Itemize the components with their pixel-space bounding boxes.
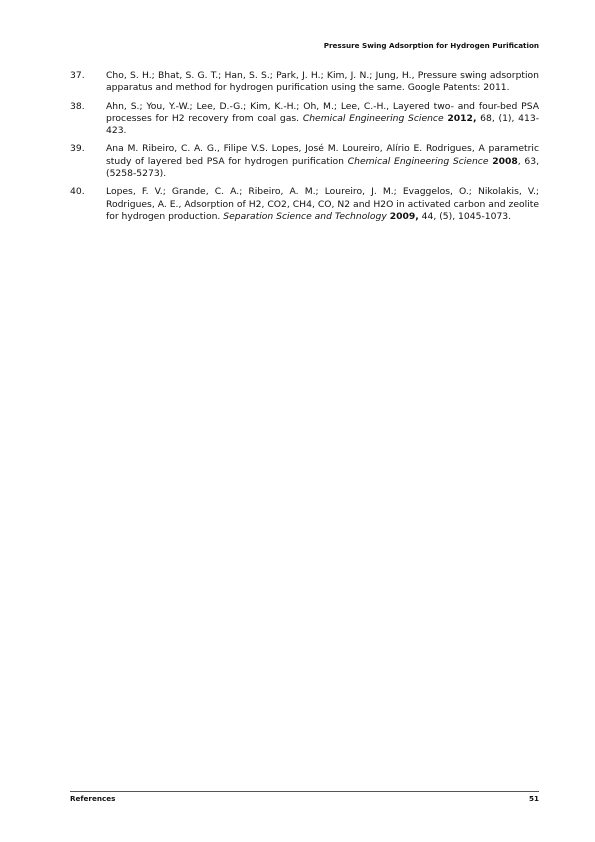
publication-year: 2008 — [492, 155, 518, 167]
citation-text: 68, (1), 413-423. — [106, 112, 540, 137]
citation-text: Ahn, S.; You, Y.-W.; Lee, D.-G.; Kim, K.-H.; Oh, M.; Lee, C.-H., Layered two- and four-bed PSA processes for H2 recovery from coal gas. — [106, 100, 539, 124]
footer-section-title: References — [70, 794, 116, 803]
reference-text — [106, 70, 539, 93]
reference-text — [106, 143, 539, 179]
page-number: 51 — [528, 794, 539, 803]
journal-title: Separation Science and Technology — [223, 210, 387, 222]
reference-text — [106, 101, 539, 137]
reference-number: 39. — [70, 143, 85, 155]
journal-title: Chemical Engineering Science — [347, 155, 489, 167]
running-header: Pressure Swing Adsorption for Hydrogen Purification — [323, 41, 539, 50]
reference-entry — [70, 70, 539, 95]
reference-entry — [70, 186, 539, 223]
reference-number: 37. — [70, 70, 85, 81]
reference-number: 40. — [70, 186, 85, 198]
reference-text — [106, 186, 539, 222]
reference-list — [70, 70, 539, 229]
citation-text: Lopes, F. V.; Grande, C. A.; Ribeiro, A. M.; Loureiro, J. M.; Evaggelos, O.; Nikolakis, V.; Rodrigues, A. E., Adsorption of H2, CO2, CH4, CO, N2 and H2O in activated carbon and zeolite for hydrogen production. — [106, 186, 539, 222]
journal-title: Chemical Engineering Science — [302, 112, 444, 124]
citation-text: , 63, (5258-5273). — [106, 155, 539, 180]
reference-number: 38. — [70, 100, 85, 112]
publication-year: 2012, — [447, 112, 477, 124]
citation-text: Ana M. Ribeiro, C. A. G., Filipe V.S. Lopes, José M. Loureiro, Alírio E. Rodrigues, A parametric study of layered bed PSA for hydrogen purification — [106, 143, 539, 167]
citation-text: 44, (5), 1045-1073. — [418, 210, 512, 222]
footer-divider — [70, 791, 539, 792]
reference-entry — [70, 101, 539, 138]
citation-text: Cho, S. H.; Bhat, S. G. T.; Han, S. S.; Park, J. H.; Kim, J. N.; Jung, H., Pressure swing adsorption apparatus and method for hydrogen purification using the same. Google Patents: 2011. — [106, 70, 539, 94]
publication-year: 2009, — [389, 210, 419, 222]
reference-entry — [70, 143, 539, 180]
